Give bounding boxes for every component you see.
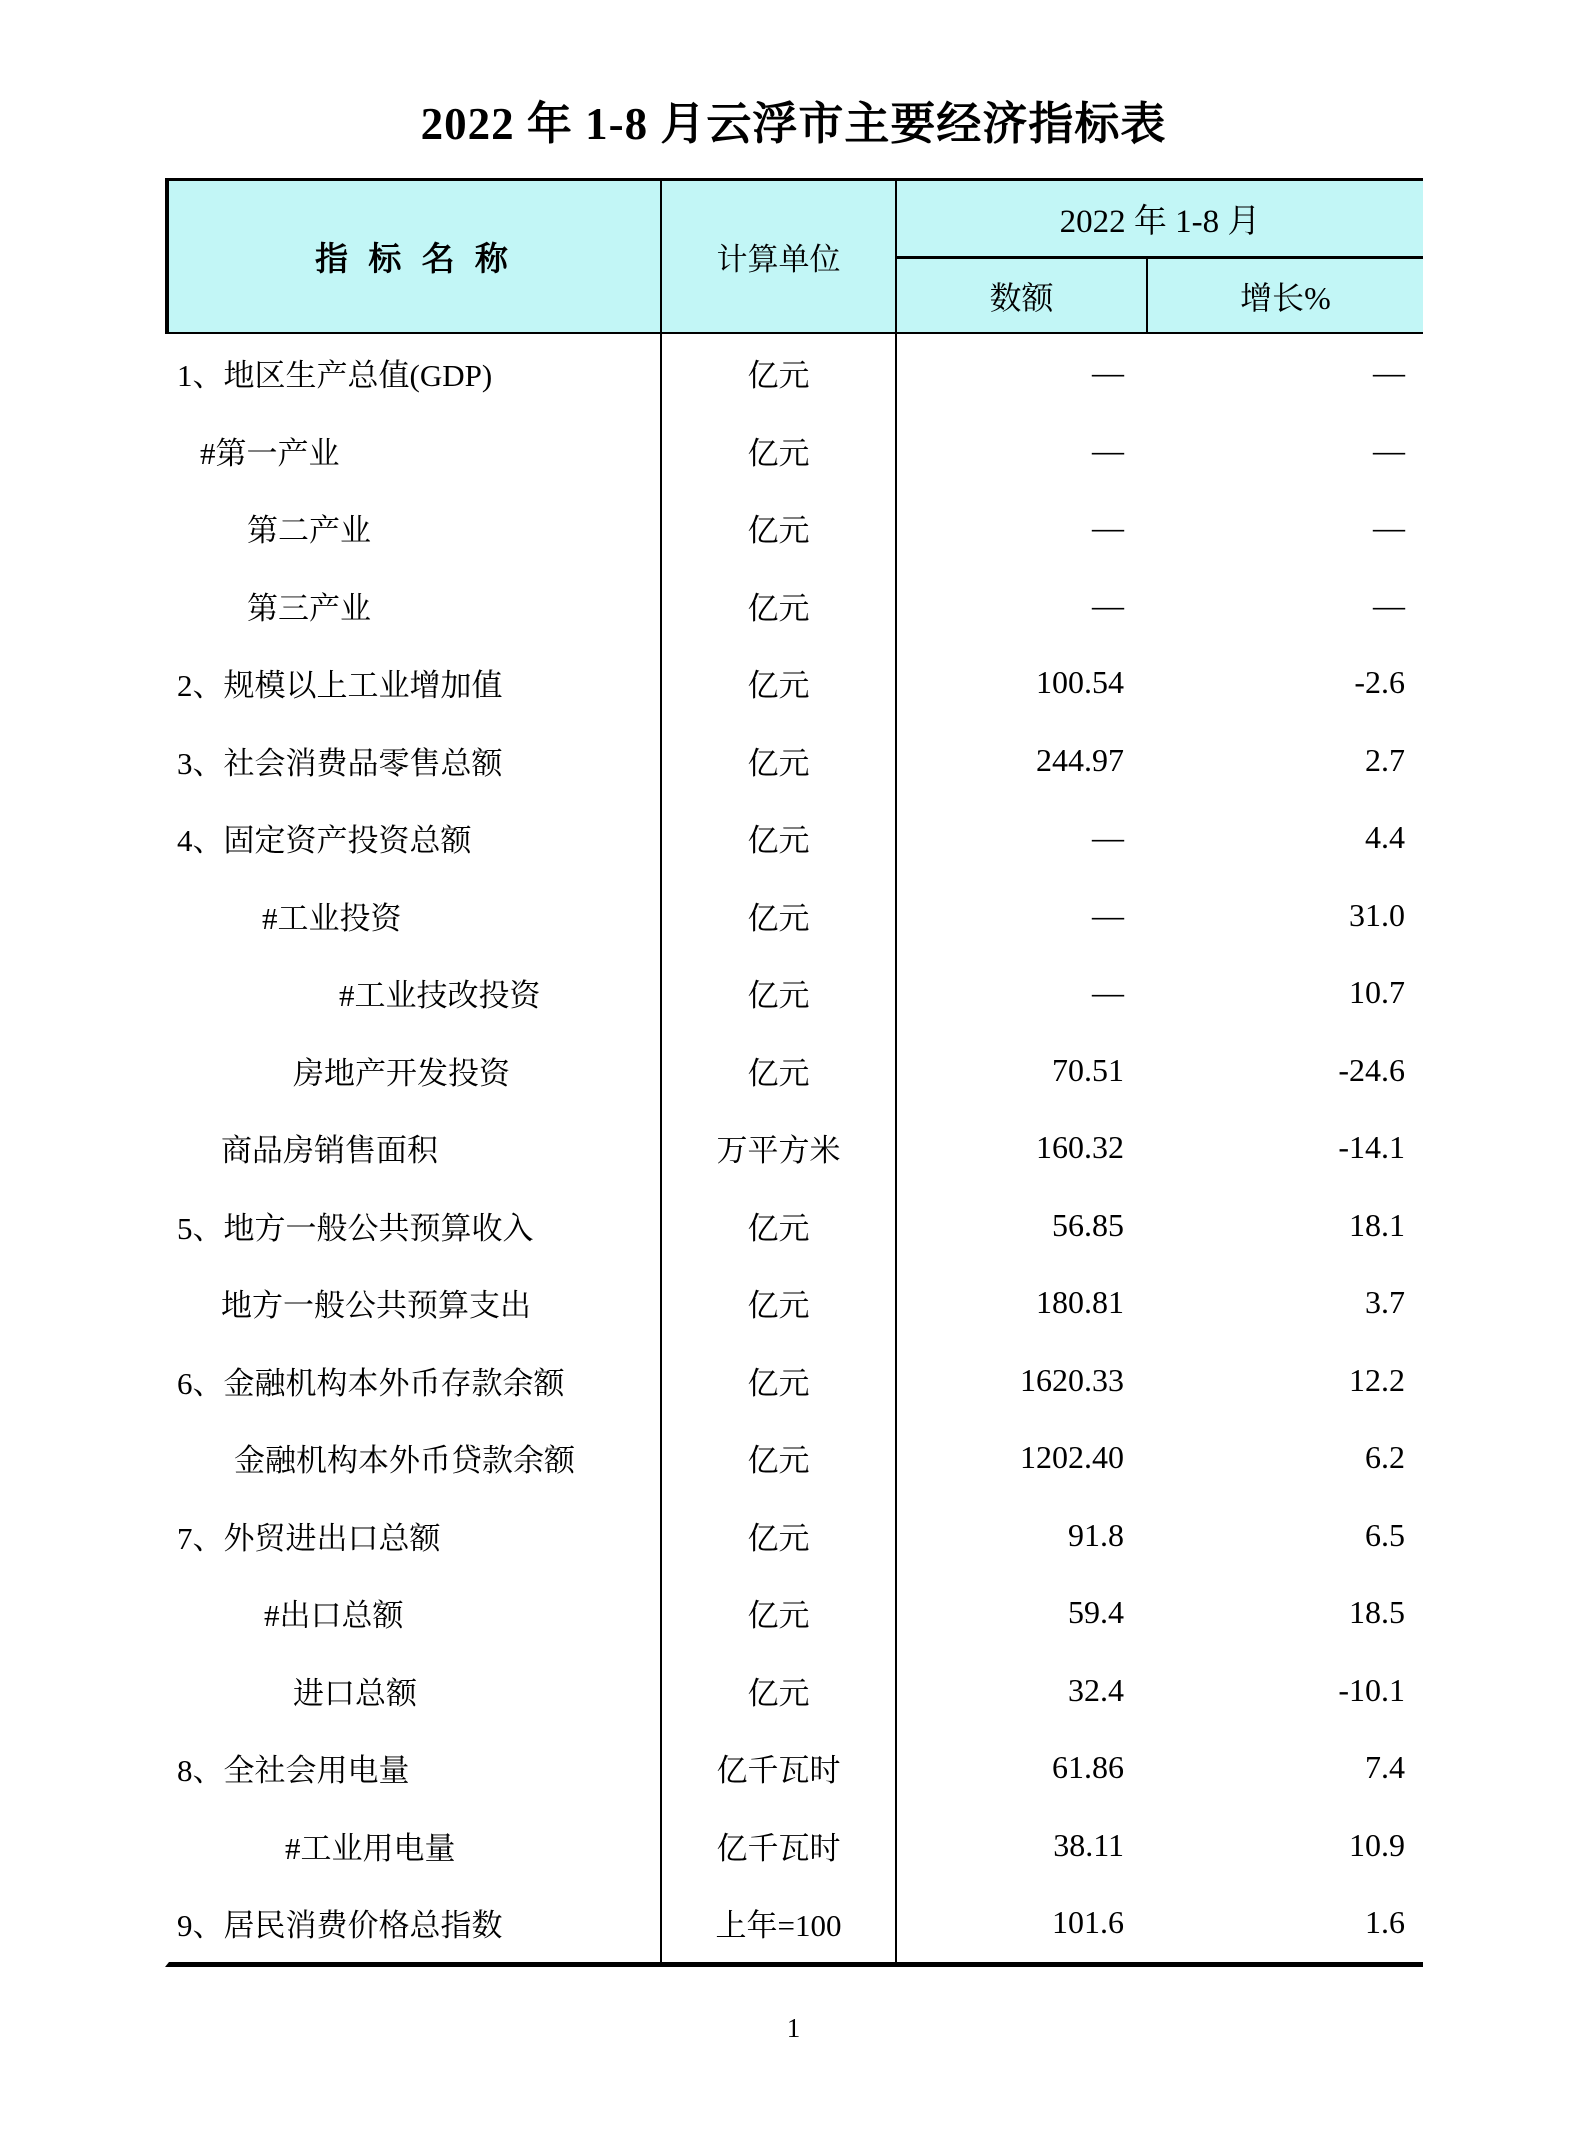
amount-cell: —: [1092, 354, 1124, 391]
growth-cell: 18.5: [1349, 1594, 1405, 1631]
amount-cell: 180.81: [1036, 1284, 1124, 1321]
growth-cell: -14.1: [1338, 1129, 1405, 1166]
amount-cell: 1620.33: [1020, 1361, 1124, 1398]
indicator-name-cell: #工业用电量: [169, 1807, 662, 1885]
indicator-name-cell: 第三产业: [169, 567, 662, 645]
unit-cell: 亿元: [662, 1187, 897, 1265]
growth-cell: 7.4: [1365, 1749, 1405, 1786]
growth-cell: 12.2: [1349, 1361, 1405, 1398]
growth-cell: 31.0: [1349, 896, 1405, 933]
unit-cell: 亿元: [662, 334, 897, 412]
unit-cell: 亿元: [662, 722, 897, 800]
indicator-name-cell: #出口总额: [169, 1574, 662, 1652]
growth-cell: -2.6: [1354, 664, 1405, 701]
amount-cell: —: [1092, 509, 1124, 546]
amount-cell: 38.11: [1053, 1826, 1124, 1863]
amount-cell: —: [1092, 586, 1124, 623]
indicator-name-cell: 第二产业: [169, 489, 662, 567]
unit-cell: 亿元: [662, 644, 897, 722]
growth-cell: 18.1: [1349, 1206, 1405, 1243]
growth-cell: —: [1373, 509, 1405, 546]
amount-cell: 101.6: [1052, 1904, 1124, 1941]
amount-cell: —: [1092, 974, 1124, 1011]
amount-cell: 160.32: [1036, 1129, 1124, 1166]
amount-cell: 56.85: [1052, 1206, 1124, 1243]
unit-cell: 亿元: [662, 489, 897, 567]
header-period: 2022 年 1-8 月: [897, 181, 1423, 259]
indicator-name-cell: 进口总额: [169, 1652, 662, 1730]
header-subrow: [897, 259, 1423, 332]
amount-cell: —: [1092, 431, 1124, 468]
unit-cell: 亿元: [662, 1574, 897, 1652]
header-amount: 数额: [989, 279, 1054, 316]
indicator-name-cell: 4、固定资产投资总额: [169, 799, 662, 877]
indicator-name-cell: 2、规模以上工业增加值: [169, 644, 662, 722]
indicator-name-cell: 7、外贸进出口总额: [169, 1497, 662, 1575]
amount-cell: —: [1092, 819, 1124, 856]
growth-cell: 6.2: [1365, 1439, 1405, 1476]
growth-cell: 10.9: [1349, 1826, 1405, 1863]
unit-cell: 亿元: [662, 1652, 897, 1730]
growth-cell: -10.1: [1338, 1671, 1405, 1708]
unit-cell: 亿元: [662, 877, 897, 955]
indicator-name-cell: #第一产业: [169, 412, 662, 490]
unit-cell: 亿千瓦时: [662, 1807, 897, 1885]
header-unit: 计算单位: [662, 181, 897, 332]
indicator-name-cell: #工业投资: [169, 877, 662, 955]
unit-cell: 上年=100: [662, 1884, 897, 1962]
unit-cell: 亿元: [662, 1264, 897, 1342]
unit-cell: 亿元: [662, 1342, 897, 1420]
indicator-name-cell: 3、社会消费品零售总额: [169, 722, 662, 800]
growth-cell: 4.4: [1365, 819, 1405, 856]
amount-cell: 32.4: [1068, 1671, 1124, 1708]
page-number: 1: [786, 2012, 801, 2043]
indicator-name-cell: 金融机构本外币贷款余额: [169, 1419, 662, 1497]
unit-cell: 万平方米: [662, 1109, 897, 1187]
growth-cell: —: [1373, 354, 1405, 391]
indicator-name-cell: 地方一般公共预算支出: [169, 1264, 662, 1342]
indicator-name-cell: 房地产开发投资: [169, 1032, 662, 1110]
indicator-name-cell: #工业技改投资: [169, 954, 662, 1032]
growth-cell: —: [1373, 431, 1405, 468]
amount-cell: 100.54: [1036, 664, 1124, 701]
growth-cell: 10.7: [1349, 974, 1405, 1011]
growth-cell: 6.5: [1365, 1516, 1405, 1553]
header-growth: 增长%: [1146, 259, 1423, 332]
unit-cell: 亿元: [662, 412, 897, 490]
unit-cell: 亿元: [662, 1032, 897, 1110]
indicator-table: [165, 178, 1423, 1967]
amount-cell: 91.8: [1068, 1516, 1124, 1553]
indicator-name-cell: 8、全社会用电量: [169, 1729, 662, 1807]
growth-cell: -24.6: [1338, 1051, 1405, 1088]
growth-cell: 1.6: [1365, 1904, 1405, 1941]
unit-cell: 亿元: [662, 799, 897, 877]
amount-cell: 61.86: [1052, 1749, 1124, 1786]
header-indicator-name: 指 标 名 称: [169, 181, 662, 332]
unit-cell: 亿元: [662, 954, 897, 1032]
indicator-name-cell: 商品房销售面积: [169, 1109, 662, 1187]
unit-cell: 亿千瓦时: [662, 1729, 897, 1807]
amount-cell: 70.51: [1052, 1051, 1124, 1088]
growth-cell: —: [1373, 586, 1405, 623]
page-title: 2022 年 1-8 月云浮市主要经济指标表: [420, 99, 1167, 149]
unit-cell: 亿元: [662, 1497, 897, 1575]
amount-cell: —: [1092, 896, 1124, 933]
table-body: [165, 334, 1423, 1967]
table-header: [165, 178, 1423, 334]
amount-cell: 244.97: [1036, 741, 1124, 778]
amount-cell: 1202.40: [1020, 1439, 1124, 1476]
indicator-name-cell: 1、地区生产总值(GDP): [169, 334, 662, 412]
growth-cell: 3.7: [1365, 1284, 1405, 1321]
amount-cell: 59.4: [1068, 1594, 1124, 1631]
unit-cell: 亿元: [662, 1419, 897, 1497]
growth-cell: 2.7: [1365, 741, 1405, 778]
unit-cell: 亿元: [662, 567, 897, 645]
indicator-name-cell: 5、地方一般公共预算收入: [169, 1187, 662, 1265]
indicator-name-cell: 9、居民消费价格总指数: [169, 1884, 662, 1962]
indicator-name-cell: 6、金融机构本外币存款余额: [169, 1342, 662, 1420]
